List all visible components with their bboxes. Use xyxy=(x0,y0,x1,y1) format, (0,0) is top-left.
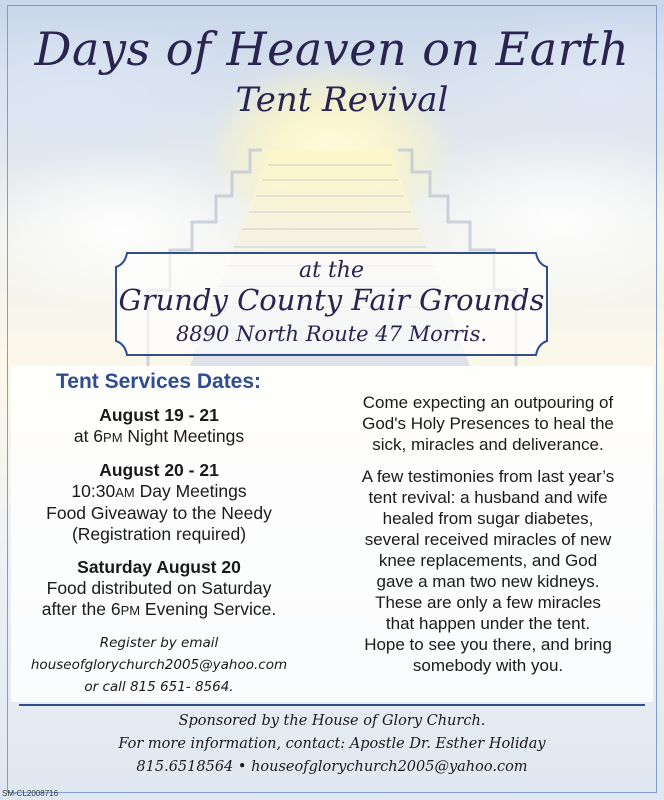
time-text: after the 6 xyxy=(41,599,121,619)
service-detail xyxy=(0,481,318,503)
message-line: God's Holy Presences to heal the xyxy=(362,414,614,433)
register-info xyxy=(0,632,318,698)
contact-phone: 815.6518564 xyxy=(136,759,234,775)
contact-email: houseofglorychurch2005@yahoo.com xyxy=(251,759,528,775)
venue-name: Grundy County Fair Grounds xyxy=(118,283,545,317)
register-label: Register by email xyxy=(99,635,219,651)
sponsor-line: Sponsored by the House of Glory Church. xyxy=(178,713,486,729)
message-line: that happen under the tent. xyxy=(385,614,591,633)
time-text: at 6 xyxy=(73,426,104,446)
venue-address: 8890 North Route 47 Morris. xyxy=(175,322,488,346)
message-line: Hope to see you there, and bring xyxy=(364,635,612,654)
title-sub: Tent Revival xyxy=(235,80,449,120)
contact-details xyxy=(0,756,664,779)
message-line: knee replacements, and God xyxy=(378,551,598,570)
footer-divider xyxy=(19,704,645,706)
time-text: 10:30 xyxy=(71,481,116,501)
services-heading: Tent Services Dates: xyxy=(56,370,262,393)
ad-code: SM-CL2008716 xyxy=(2,789,59,798)
service-detail xyxy=(0,599,318,621)
message-line: gave a man two new kidneys. xyxy=(376,572,600,591)
message-line: tent revival: a husband and wife xyxy=(368,488,608,507)
message-line: somebody with you. xyxy=(412,656,564,675)
message-line: Come expecting an outpouring of xyxy=(362,393,614,412)
detail-text: Day Meetings xyxy=(134,481,247,501)
location-prefix: at the xyxy=(299,258,364,283)
message-line: A few testimonies from last year’s xyxy=(361,467,615,486)
service-detail xyxy=(0,426,318,448)
message-line: sick, miracles and deliverance. xyxy=(372,435,604,454)
message-line: healed from sugar diabetes, xyxy=(382,509,594,528)
service-block-2 xyxy=(0,460,318,545)
title-main: Days of Heaven on Earth xyxy=(34,22,630,76)
detail-text: Night Meetings xyxy=(122,426,245,446)
register-email: houseofglorychurch2005@yahoo.com xyxy=(30,657,288,673)
service-date: August 19 - 21 xyxy=(99,405,219,425)
service-detail: (Registration required) xyxy=(71,524,247,544)
message-line: several received miracles of new xyxy=(364,530,612,549)
service-detail: Food distributed on Saturday xyxy=(46,578,272,598)
service-block-3 xyxy=(0,557,318,621)
time-suffix: PM xyxy=(120,603,141,618)
service-date: August 20 - 21 xyxy=(99,460,219,480)
service-block-1 xyxy=(0,405,318,448)
time-suffix: PM xyxy=(103,430,123,445)
service-date: Saturday August 20 xyxy=(77,557,241,577)
location-box xyxy=(113,250,550,358)
message-line: These are only a few miracles xyxy=(375,593,601,612)
detail-text: Evening Service. xyxy=(140,599,277,619)
service-detail: Food Giveaway to the Needy xyxy=(46,503,272,523)
contact-line: For more information, contact: Apostle Dr. Esther Holiday xyxy=(118,736,546,752)
time-suffix: AM xyxy=(115,485,135,500)
message-paragraph-1 xyxy=(318,392,658,455)
sponsor-footer xyxy=(0,710,664,779)
register-phone: or call 815 651- 8564. xyxy=(84,679,234,695)
bullet-separator: • xyxy=(237,759,247,775)
message-paragraph-2 xyxy=(318,466,658,676)
